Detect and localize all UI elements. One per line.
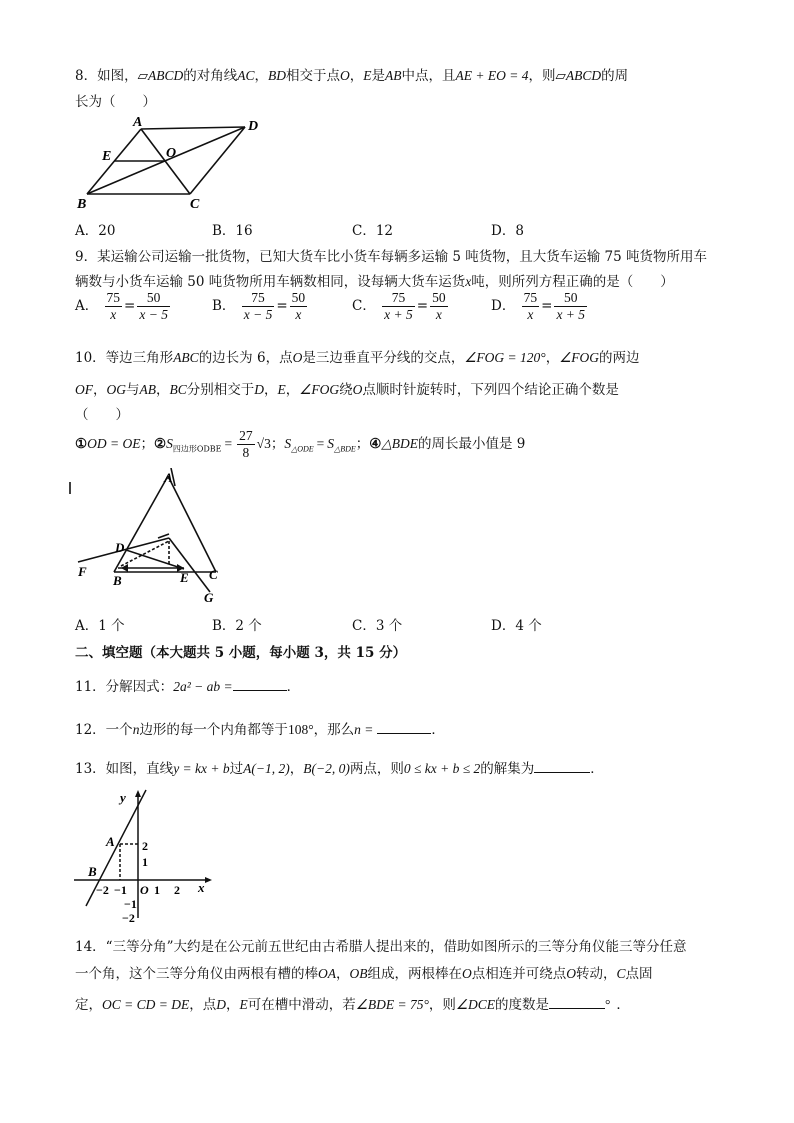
tick-x-neg2: −2 xyxy=(96,883,109,897)
q13-text: ． xyxy=(590,761,604,777)
q8-math: AE + EO = 4 xyxy=(455,68,529,83)
q13-text: ， xyxy=(289,761,304,777)
q10-text: 的两边 xyxy=(599,350,640,366)
q13-line xyxy=(75,757,604,777)
fraction: $\frac{27}{8}$ xyxy=(239,428,253,460)
q13-text: 过 xyxy=(229,761,244,777)
q8-line2: 长为（ ） xyxy=(75,94,156,110)
q10-text: 是三边垂直平分线的交点， xyxy=(302,350,465,366)
q10-text: ， xyxy=(285,382,300,398)
q14-math: ∠DCE xyxy=(455,997,495,1012)
q10-text: 绕 xyxy=(339,382,353,398)
q14-text: ，点 xyxy=(189,997,217,1013)
q10-option-b[interactable]: B．2 个 xyxy=(212,618,262,634)
label-C: C xyxy=(209,567,218,582)
label-C: C xyxy=(190,197,200,212)
option-letter: D． xyxy=(491,298,516,314)
q14-math: O xyxy=(566,966,576,981)
label-O: O xyxy=(140,883,149,897)
q11-math: 2a² − ab = xyxy=(173,679,233,694)
q8-line1 xyxy=(75,64,628,84)
q8-math: E xyxy=(363,68,372,83)
subscript: △BDE xyxy=(334,444,356,454)
tick-y-2: 2 xyxy=(142,839,148,853)
q10-text: 点顺时针旋转时，下列四个结论正确个数是 xyxy=(362,382,619,398)
q14-math: OA xyxy=(318,966,336,981)
q10-math: ∠FOG xyxy=(559,350,600,365)
label-D: D xyxy=(248,119,259,134)
q14-math: OB xyxy=(349,966,368,981)
q10-math: O xyxy=(352,382,363,397)
q13-math: 0 ≤ kx + b ≤ 2 xyxy=(403,761,481,776)
q8-option-b[interactable]: B．16 xyxy=(212,223,253,239)
q12-text: 边形的每一个内角都等于 xyxy=(139,722,288,738)
label-A: A xyxy=(164,470,173,485)
section-title: 二、填空题（本大题共 5 小题，每小题 3，共 15 分） xyxy=(75,645,407,661)
q13-coordinate-figure xyxy=(70,788,220,928)
q13-math: y = kx + b xyxy=(173,761,230,776)
q12-text: 12．一个 xyxy=(75,722,133,738)
q10-math: S xyxy=(166,436,173,451)
q13-math: B(−2, 0) xyxy=(303,761,350,776)
q12-text: ． xyxy=(431,722,445,738)
q14-math: E xyxy=(239,997,248,1012)
q10-math: O xyxy=(292,350,303,365)
q8-math: ABCD xyxy=(565,68,602,83)
fraction: $\frac{75}{x}$ xyxy=(106,290,121,322)
q14-math: OC = CD = DE xyxy=(102,997,190,1012)
label-B: B xyxy=(113,573,122,588)
q9-option-d[interactable]: D． $\frac{75}{x}$ = $\frac{50}{x + 5}$ xyxy=(491,290,586,322)
label-B: B xyxy=(77,197,87,212)
q10-math: OF xyxy=(75,382,93,397)
label-D: D xyxy=(115,540,125,555)
q8-math: AB xyxy=(385,68,402,83)
q14-text: ， xyxy=(336,966,350,982)
option-letter: A． xyxy=(75,298,99,314)
q10-math: S xyxy=(284,436,292,451)
q8-parallelogram-figure xyxy=(75,112,275,212)
option-letter: C． xyxy=(352,298,376,314)
q10-text: ； xyxy=(270,436,285,452)
parallelogram-symbol: ▱ xyxy=(137,68,148,83)
q10-math: OG xyxy=(106,382,126,397)
q14-line1: 14．“三等分角”大约是在公元前五世纪由古希腊人提出来的，借助如图所示的三等分角仪能三等分任意 xyxy=(75,939,687,955)
q10-math: △BDE xyxy=(381,436,418,451)
fraction: $\frac{50}{x}$ xyxy=(291,290,306,322)
q8-text: 中点，且 xyxy=(401,68,456,84)
label-A: A xyxy=(133,115,143,130)
q10-math: D xyxy=(254,382,265,397)
q9-line2 xyxy=(75,270,674,290)
tick-x-1: 1 xyxy=(154,883,160,897)
q8-math: BD xyxy=(268,68,286,83)
q14-text: 定， xyxy=(75,997,102,1013)
q10-line1 xyxy=(75,346,640,366)
q8-text: 8．如图， xyxy=(75,68,138,84)
q10-option-d[interactable]: D．4 个 xyxy=(491,618,542,634)
fraction: $\frac{50}{x + 5}$ xyxy=(556,290,586,322)
tick-x-neg1: −1 xyxy=(114,883,127,897)
q9-option-c[interactable]: C． $\frac{75}{x + 5}$ = $\frac{50}{x}$ xyxy=(352,290,446,322)
q14-line3 xyxy=(75,993,630,1013)
q8-text: 的对角线 xyxy=(183,68,238,84)
q9-math: x xyxy=(465,274,472,289)
parallelogram-symbol: ▱ xyxy=(555,68,566,83)
q10-math: ∠FOG = 120° xyxy=(464,350,546,365)
q12-math: 108° xyxy=(287,722,314,737)
label-O: O xyxy=(166,146,177,161)
q14-line2 xyxy=(75,962,653,982)
fraction: $\frac{75}{x - 5}$ xyxy=(243,290,273,322)
q10-text: 10．等边三角形 xyxy=(75,350,174,366)
q14-text: 转动， xyxy=(576,966,617,982)
q14-math: O xyxy=(462,966,472,981)
q10-math: E xyxy=(277,382,286,397)
label-A: A xyxy=(106,834,115,849)
q14-text: 的度数是 xyxy=(494,997,549,1013)
q14-text: 点相连并可绕点 xyxy=(471,966,567,982)
q10-text: ； xyxy=(140,436,154,452)
fraction: $\frac{50}{x}$ xyxy=(432,290,446,322)
q10-option-c[interactable]: C．3 个 xyxy=(352,618,403,634)
label-F: F xyxy=(78,564,87,579)
q10-math: S xyxy=(327,436,335,451)
q12-math: n xyxy=(132,722,140,737)
q8-math: O xyxy=(340,68,350,83)
q10-text: 分别相交于 xyxy=(186,382,255,398)
q10-text: 的边长为 6，点 xyxy=(198,350,293,366)
q14-text: ， xyxy=(225,997,240,1013)
q10-text: ， xyxy=(93,382,107,398)
q14-math: C xyxy=(616,966,626,981)
q8-option-a[interactable]: A．20 xyxy=(75,223,116,239)
axis-y-label: y xyxy=(120,790,126,805)
q13-text: 的解集为 xyxy=(480,761,535,777)
q10-math: = xyxy=(316,436,325,451)
q8-text: 相交于点 xyxy=(286,68,340,84)
q10-math: √3 xyxy=(256,436,271,451)
tick-y-neg2: −2 xyxy=(122,911,135,925)
q10-math: = xyxy=(224,436,233,451)
label-E: E xyxy=(102,149,112,164)
q10-text: ， xyxy=(264,382,278,398)
q10-text: 与 xyxy=(126,382,140,398)
fraction: $\frac{50}{x - 5}$ xyxy=(139,290,168,322)
q10-math: OD = OE xyxy=(87,436,141,451)
q12-text: ，那么 xyxy=(313,722,355,738)
q13-text: 两点，则 xyxy=(349,761,404,777)
q12-math: n = xyxy=(354,722,374,737)
q10-option-a[interactable]: A．1 个 xyxy=(75,618,125,634)
label-B: B xyxy=(88,864,97,879)
answer-blank[interactable] xyxy=(549,994,605,1009)
q13-text: 13．如图，直线 xyxy=(75,761,174,777)
subscript: △ODE xyxy=(291,444,314,454)
q14-math: ∠BDE = 75° xyxy=(355,997,429,1012)
q10-line3: （ ） xyxy=(75,407,129,423)
q11-text: ． xyxy=(286,679,301,695)
q14-math: D xyxy=(216,997,226,1012)
q10-math: ABC xyxy=(173,350,199,365)
label-E: E xyxy=(180,570,189,585)
circled-4: ④ xyxy=(369,436,382,452)
q12-line xyxy=(75,718,445,738)
answer-blank[interactable] xyxy=(377,719,431,734)
fraction: $\frac{75}{x + 5}$ xyxy=(384,290,413,322)
q9-text: 吨，则所列方程正确的是（ ） xyxy=(471,274,674,290)
tick-y-1: 1 xyxy=(142,855,148,869)
q10-math: ∠FOG xyxy=(299,382,340,397)
tick-y-neg1: −1 xyxy=(124,897,137,911)
label-G: G xyxy=(204,590,214,605)
circled-1: ① xyxy=(75,436,88,452)
q10-text: ， xyxy=(156,382,170,398)
q14-text: 点固 xyxy=(625,966,653,982)
q8-text: 的周 xyxy=(601,68,629,84)
q14-math: ° xyxy=(604,997,611,1012)
q14-text: 可在槽中滑动，若 xyxy=(247,997,356,1013)
q9-option-a[interactable]: A． $\frac{75}{x}$ = $\frac{50}{x - 5}$ xyxy=(75,290,168,322)
q14-text: 一个角，这个三等分角仪由两根有槽的棒 xyxy=(75,966,318,982)
q10-conclusions xyxy=(75,428,525,461)
q14-text: ，则 xyxy=(428,997,456,1013)
q14-text: ． xyxy=(616,997,630,1013)
q8-math: AC xyxy=(237,68,255,83)
circled-2: ② xyxy=(153,436,167,452)
q10-text: ， xyxy=(545,350,560,366)
axis-x-label: x xyxy=(198,880,205,895)
q8-option-c[interactable]: C．12 xyxy=(352,223,394,239)
q10-line2 xyxy=(75,378,619,398)
q8-text: ， xyxy=(254,68,268,84)
answer-blank[interactable] xyxy=(233,676,287,691)
q8-text: ，则 xyxy=(528,68,556,84)
q8-option-d[interactable]: D．8 xyxy=(491,223,524,239)
q11-line xyxy=(75,675,300,695)
q10-math: AB xyxy=(139,382,156,397)
q10-math: BC xyxy=(169,382,187,397)
q8-math: ABCD xyxy=(147,68,184,83)
tick-x-2: 2 xyxy=(174,883,180,897)
q11-text: 11．分解因式： xyxy=(75,679,174,695)
q13-math: A(−1, 2) xyxy=(243,761,290,776)
q8-text: ， xyxy=(349,68,364,84)
answer-blank[interactable] xyxy=(534,758,590,773)
q9-line1: 9．某运输公司运输一批货物，已知大货车比小货车每辆多运输 5 吨货物，且大货车运输 75 吨货物所用车 xyxy=(75,249,708,265)
subscript: 四边形ODBE xyxy=(172,444,222,454)
option-letter: B． xyxy=(212,298,236,314)
q10-text: ； xyxy=(355,436,370,452)
q9-text: 辆数与小货车运输 50 吨货物所用车辆数相同，设每辆大货车运货 xyxy=(75,274,466,290)
q9-option-b[interactable]: B． $\frac{75}{x - 5}$ = $\frac{50}{x}$ xyxy=(212,290,306,322)
q8-text: 是 xyxy=(371,68,385,84)
q14-text: 组成，两根棒在 xyxy=(367,966,462,982)
fraction: $\frac{75}{x}$ xyxy=(523,290,538,322)
q10-text: 的周长最小值是 9 xyxy=(417,436,526,452)
q10-triangle-figure xyxy=(68,468,238,608)
